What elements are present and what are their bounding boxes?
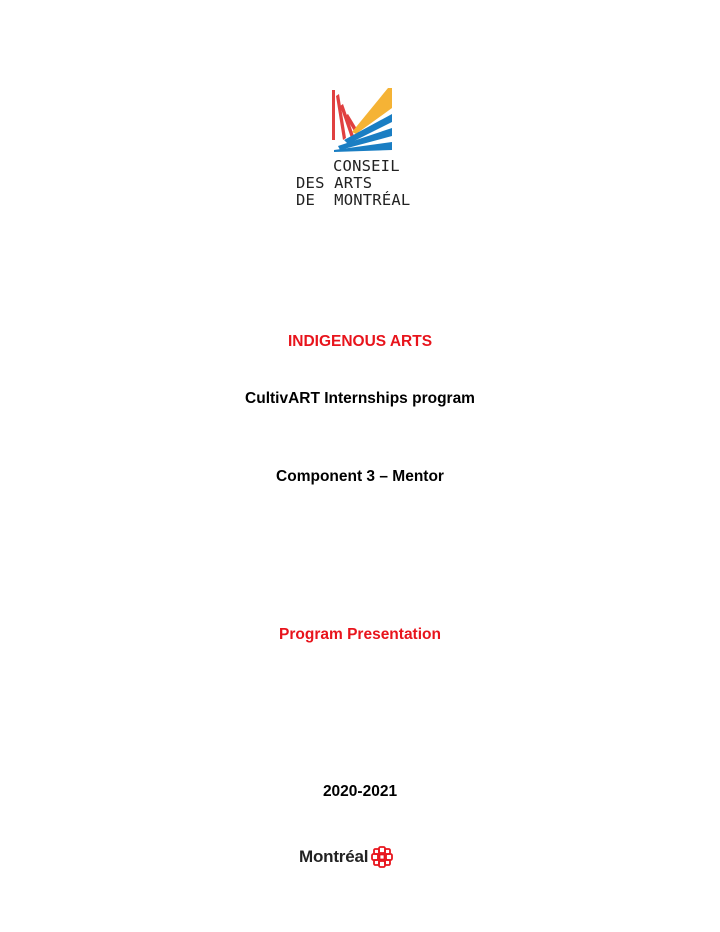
logo-wordmark (296, 158, 410, 209)
program-title: CultivART Internships program (245, 390, 475, 407)
component-title: Component 3 – Mentor (276, 468, 444, 485)
conseil-des-arts-logo (296, 88, 426, 218)
fan-rays-icon (330, 88, 392, 152)
logo-line-arts: ARTS (334, 174, 373, 192)
rose-flower-icon (370, 845, 394, 869)
montreal-wordmark: Montréal (299, 847, 369, 866)
year-label: 2020-2021 (322, 783, 398, 800)
logo-line-des: DES (296, 174, 325, 192)
logo-line-conseil: CONSEIL (333, 157, 400, 175)
program-presentation-heading: Program Presentation (279, 626, 441, 643)
section-heading: INDIGENOUS ARTS (287, 333, 433, 350)
montreal-city-logo (299, 843, 394, 871)
logo-line-de: DE (296, 191, 316, 209)
logo-line-montreal: MONTRÉAL (334, 191, 411, 209)
